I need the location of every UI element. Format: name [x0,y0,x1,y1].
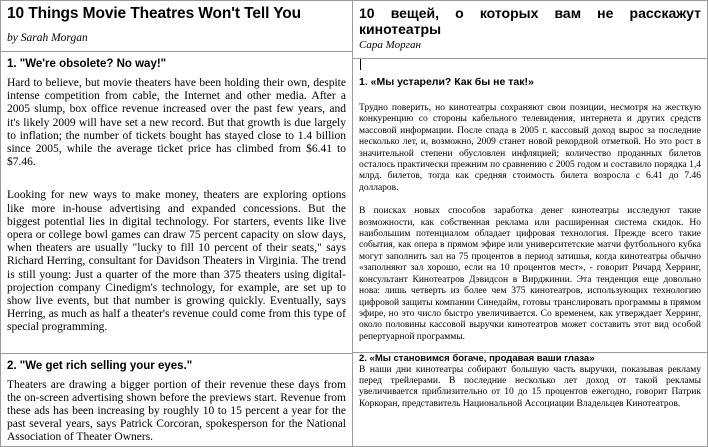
article-title-english: 10 Things Movie Theatres Won't Tell You [7,5,302,22]
section-1-paragraph-1-russian: Трудно поверить, но кинотеатры сохраняют свои позиции, несмотря на жесткую конкуренцию со стороны кабельного телевидения, интернета и других средств массовой информации. После спада в 2005 г. кассовый доход вырос за последние несколько лет, и, возможно, 2009 станет новой рекордной отметкой. Но это рост в значительной степени обусловлен инфляцией; количество проданных билетов осталось практически прежним по сравнению с 2005 годом и составило порядка 1,4 млрд. билетов, тогда как средняя стоимость билета возросла с 6.41 до 7.46 долларов. [359,103,701,193]
divider [1,353,352,354]
russian-column[interactable] [353,1,707,446]
author-byline-english: by Sarah Morgan [7,32,88,44]
section-1-heading-russian: 1. «Мы устарели? Как бы не так!» [359,76,534,88]
section-1-paragraph-2-english: Looking for new ways to make money, theaters are exploring options like more in-house advertising and expanded concessions. But the biggest potential lies in digital technology. For starters, events like live opera or college bowl games can draw 75 percent capacity on slow days, when theaters are usually "lucky to fill 10 percent of their seats," says Richard Herring, consultant for Davidson Theaters in Virginia. The trend is still young: Just a quarter of the more than 375 theaters using digital-projection company Cinedigm's technology, for example, are set up to show live events, but that number is growing quickly. Eventually, says Herring, as much as half a theater's revenue could come from this type of special programming. [7,189,346,334]
section-2-paragraph-1-russian: В наши дни кинотеатры собирают большую часть выручки, показывая рекламу перед трейлерами. В последние несколько лет доход от такой рекламы увеличивается приблизительно от 10 до 15 процентов ежегодно, говорит Патрик Коркоран, представитель Национальной Ассоциации Владельцев Кинотеатров. [359,364,701,409]
author-byline-russian: Сара Морган [359,39,421,51]
section-2-heading-russian: 2. «Мы становимся богаче, продавая ваши глаза» [359,353,595,365]
section-1-heading-english: 1. "We're obsolete? No way!" [7,58,167,70]
section-2-heading-english: 2. "We get rich selling your eyes." [7,359,193,372]
section-1-paragraph-2-russian: В поисках новых способов заработка денег кинотеатры исследуют такие возможности, как собственная реклама или расширенная система скидок. Но наибольшим потенциалом обладает цифровая технология. Прежде всего такие события, как опера в прямом эфире или университетские матчи футбольного кубка могут заполнить зал на 75 процентов в период затишья, когда кинотеатры обычно «заполняют зал хорошо, если на 10 процентов мест», - говорит Ричард Херринг, консультант Кинотеатров Дэвидсон в Вирджинии. Эта тенденция еще довольно нова: лишь четверть из более чем 375 кинотеатров, использующих технологию цифровой защиты компании Синедайм, готовы транслировать программы в прямом эфире, но это число быстро увеличивается. Со временем, как утверждает Херринг, около половины кассовой выручки кинотеатров может составить этот вид особой репертуарной программы. [359,206,701,342]
divider [353,58,707,59]
section-1-paragraph-1-english: Hard to believe, but movie theaters have been holding their own, despite intense competition from cable, the Internet and other media. After a 2005 slump, box office revenue increased over the past few years, and it's likely 2009 will have set a new record. But that growth is due largely to inflation; the number of tickets bought has stayed close to 1.4 billion since 2005, while the average ticket price has climbed from $6.41 to $7.46. [7,77,346,169]
article-title-russian: 10 вещей, о которых вам не расскажут кинотеатры [359,5,701,37]
divider [1,51,352,52]
section-2-paragraph-1-english: Theaters are drawing a bigger portion of their revenue these days from the on-screen advertising shown before the previews start. Revenue from these ads has been increasing by roughly 10 to 15 percent a year for the past several years, says Patrick Corcoran, spokesperson for the National Association of Theater Owners. [7,378,346,444]
english-column [1,1,353,446]
text-cursor [360,59,361,70]
